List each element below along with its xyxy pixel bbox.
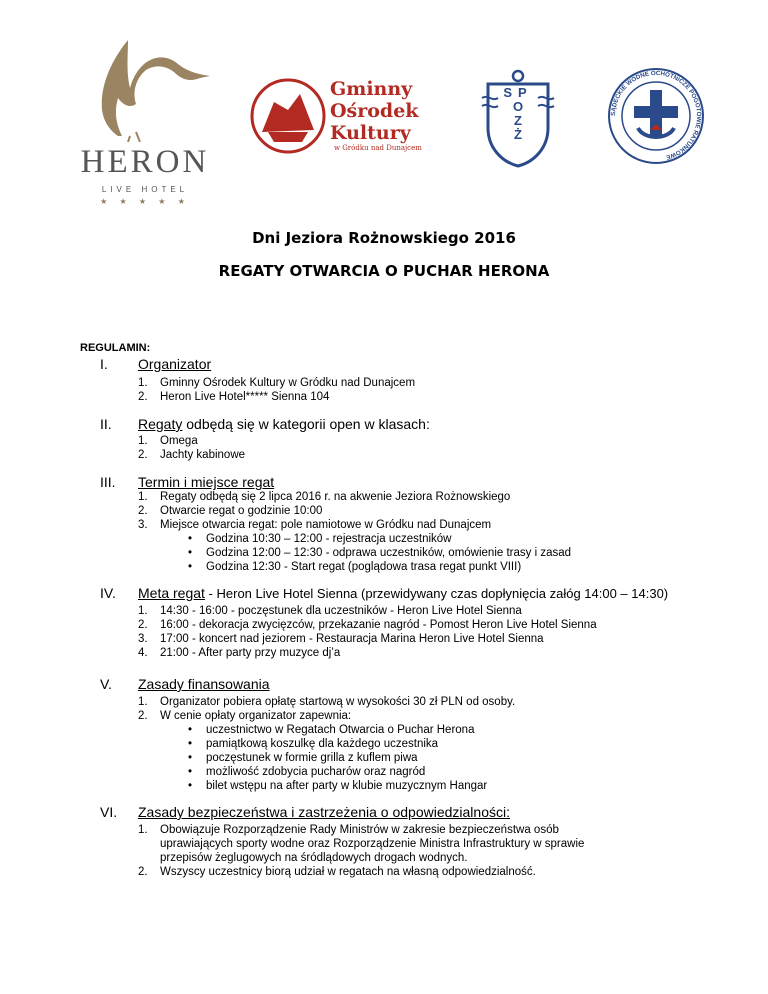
section-heading (138, 474, 274, 490)
bullet-text: poczęstunek w formie grilla z kuflem piwa (206, 752, 418, 764)
list-item: 2. Heron Live Hotel***** Sienna 104 (138, 391, 330, 403)
list-item: 1. Regaty odbędą się 2 lipca 2016 r. na akwenie Jeziora Rożnowskiego (138, 491, 511, 503)
section-number: VI. (100, 804, 118, 820)
spozz-logo (478, 68, 558, 168)
safety-list (138, 823, 608, 879)
list-item: 3. 17:00 - koncert nad jeziorem - Restauracja Marina Heron Live Hotel Sienna (138, 633, 544, 645)
bullet-item: • uczestnictwo w Regatach Otwarcia o Puchar Herona (188, 724, 475, 736)
list-item: 1. Omega (138, 435, 198, 447)
bullet-text: Godzina 12:00 – 12:30 - odprawa uczestników, omówienie trasy i zasad (206, 547, 572, 559)
list-item-text: W cenie opłaty organizator zapewnia: (160, 710, 352, 722)
bullet-item: • Godzina 12:00 – 12:30 - odprawa uczestników, omówienie trasy i zasad (188, 547, 572, 559)
bullet-text: bilet wstępu na after party w klubie muzycznym Hangar (206, 780, 488, 792)
bullet-item: • bilet wstępu na after party w klubie muzycznym Hangar (188, 780, 488, 792)
event-subtitle: REGATY OTWARCIA O PUCHAR HERONA (218, 262, 550, 280)
heron-wordmark: HERON (80, 144, 210, 180)
list-item-text: Organizator pobiera opłatę startową w wysokości 30 zł PLN od osoby. (160, 696, 516, 708)
list-item-text: 17:00 - koncert nad jeziorem - Restauracja Marina Heron Live Hotel Sienna (160, 633, 544, 645)
bullet-item: • poczęstunek w formie grilla z kuflem piwa (188, 752, 418, 764)
bullet-text: Godzina 10:30 – 12:00 - rejestracja uczestników (206, 533, 452, 545)
list-item: 2. Wszyscy uczestnicy biorą udział w regatach na własną odpowiedzialność. (138, 866, 536, 878)
section-number: IV. (100, 585, 116, 601)
section-heading (138, 356, 211, 372)
list-item-text: Obowiązuje Rozporządzenie Rady Ministrów w zakresie bezpieczeństwa osób uprawiających sporty wodne oraz Rozporządzenie Ministra Infrastruktury w sprawie przepisów żeglugowych na śródlądowych drogach wodnych. (160, 824, 585, 864)
regulamin-label: REGULAMIN: (80, 342, 151, 354)
schedule-bullets (160, 532, 571, 574)
list-item-text: 16:00 - dekoracja zwycięzców, przekazanie nagród - Pomost Heron Live Hotel Sienna (160, 619, 597, 631)
heron-subtitle: LIVE HOTEL (101, 185, 189, 194)
section-heading (138, 585, 668, 601)
section-heading (138, 676, 270, 692)
section-heading-text: Zasady bezpieczeństwa i zastrzeżenia o odpowiedzialności: (138, 804, 510, 820)
list-item: 1. Organizator pobiera opłatę startową w wysokości 30 zł PLN od osoby. (138, 696, 516, 708)
gok-location: w Gródku nad Dunajcem (334, 144, 422, 152)
list-item-text: 21:00 - After party przy muzyce dj’a (160, 647, 341, 659)
list-item: 2. 16:00 - dekoracja zwycięzców, przekazanie nagród - Pomost Heron Live Hotel Sienna (138, 619, 597, 631)
gok-name (330, 78, 418, 144)
event-title: Dni Jeziora Rożnowskiego 2016 (252, 229, 516, 247)
gok-line2: Ośrodek (330, 100, 419, 122)
bullet-item: • Godzina 10:30 – 12:00 - rejestracja uczestników (188, 533, 452, 545)
wopr-logo (606, 66, 706, 166)
list-item-text: Heron Live Hotel***** Sienna 104 (160, 391, 330, 403)
list-item-text: Jachty kabinowe (160, 449, 246, 461)
section-heading (138, 416, 430, 432)
section-heading-text: Zasady finansowania (138, 676, 270, 692)
list-item-text: 14:30 - 16:00 - poczęstunek dla uczestników - Heron Live Hotel Sienna (160, 605, 522, 617)
gok-emblem-icon (248, 72, 328, 162)
section-number: II. (100, 416, 112, 432)
section-heading-text: Regaty (138, 416, 183, 432)
section-heading-rest: - Heron Live Hotel Sienna (przewidywany czas dopłynięcia załóg 14:00 – 14:30) (204, 586, 669, 601)
finish-list (138, 604, 597, 660)
list-item-text: Otwarcie regat o godzinie 10:00 (160, 505, 323, 517)
bullet-text: Godzina 12:30 - Start regat (poglądowa trasa regat punkt VIII) (206, 561, 522, 573)
bullet-text: uczestnictwo w Regatach Otwarcia o Puchar Herona (206, 724, 475, 736)
classes-list (138, 434, 245, 462)
spozz-letter-s: S (503, 85, 518, 100)
bullet-text: pamiątkową koszulkę dla każdego uczestnika (206, 738, 439, 750)
section-heading-text: Termin i miejsce regat (138, 474, 275, 490)
wopr-ring-text: SĄDECKIE WODNE OCHOTNICZE POGOTOWIE RATUNKOWE (609, 69, 703, 161)
list-item: 1. 14:30 - 16:00 - poczęstunek dla uczestników - Heron Live Hotel Sienna (138, 605, 522, 617)
list-item-text: Regaty odbędą się 2 lipca 2016 r. na akwenie Jeziora Rożnowskiego (160, 491, 511, 503)
bullet-item: • pamiątkową koszulkę dla każdego uczestnika (188, 738, 439, 750)
list-item: 1. Gminny Ośrodek Kultury w Gródku nad Dunajcem (138, 377, 416, 389)
list-item: 2. Jachty kabinowe (138, 449, 246, 461)
gok-line3: Kultury (330, 122, 411, 144)
spozz-letter-p: P (518, 85, 533, 100)
finance-bullets (160, 723, 515, 793)
section-heading (138, 804, 510, 820)
spozz-letters (478, 86, 558, 142)
list-item: 2. W cenie opłaty organizator zapewnia: • uczestnictwo w Regatach Otwarcia o Puchar Herona • pamiątkową koszulkę dla każdego uczestnika • poczęstunek w formie grilla z kuflem piwa • możliwość zdobycia pucharów oraz nagród • bilet wstępu na after party w klubie muzycznym Hangar (138, 709, 515, 793)
heron-bird-icon (70, 32, 220, 142)
list-item-text: Omega (160, 435, 198, 447)
spozz-letters-top (478, 86, 558, 100)
wopr-cross-icon (606, 66, 706, 166)
list-item-text: Miejsce otwarcia regat: pole namiotowe w Gródku nad Dunajcem (160, 519, 492, 531)
section-number: V. (100, 676, 112, 692)
list-item: 2. Otwarcie regat o godzinie 10:00 (138, 505, 323, 517)
section-number: I. (100, 356, 108, 372)
section-heading-text: Meta regat (138, 585, 205, 601)
list-item-text: Wszyscy uczestnicy biorą udział w regatach na własną odpowiedzialność. (160, 866, 536, 878)
section-heading-text: Organizator (138, 356, 212, 372)
finance-list (138, 695, 515, 793)
section-number: III. (100, 474, 116, 490)
list-item: 3. Miejsce otwarcia regat: pole namiotowe w Gródku nad Dunajcem • Godzina 10:30 – 12:00 - rejestracja uczestników • Godzina 12:00 – 12:30 - odprawa uczestników, omówienie trasy i zasad • Godzina 12:30 - Start regat (poglądowa trasa regat punkt VIII) (138, 519, 572, 573)
list-item-text: Gminny Ośrodek Kultury w Gródku nad Dunajcem (160, 377, 416, 389)
list-item: 1. Obowiązuje Rozporządzenie Rady Ministrów w zakresie bezpieczeństwa osób uprawiających sporty wodne oraz Rozporządzenie Ministra Infrastruktury w sprawie przepisów żeglugowych na śródlądowych drogach wodnych. (138, 824, 585, 864)
organizer-list (138, 376, 415, 404)
spozz-letter-o: O (512, 99, 524, 114)
heron-logo (70, 32, 220, 207)
bullet-item: • Godzina 12:30 - Start regat (poglądowa trasa regat punkt VIII) (188, 561, 522, 573)
spozz-letter-z: Z (514, 113, 522, 128)
gok-line1: Gminny (330, 78, 413, 100)
spozz-letter-zz: Ż (514, 127, 522, 142)
bullet-item: • możliwość zdobycia pucharów oraz nagród (188, 766, 426, 778)
schedule-list (138, 490, 571, 574)
list-item: 4. 21:00 - After party przy muzyce dj’a (138, 647, 341, 659)
gok-logo (248, 72, 438, 162)
section-heading-rest: odbędą się w kategorii open w klasach: (182, 416, 430, 432)
bullet-text: możliwość zdobycia pucharów oraz nagród (206, 766, 426, 778)
heron-stars: ★ ★ ★ ★ ★ (100, 197, 190, 206)
